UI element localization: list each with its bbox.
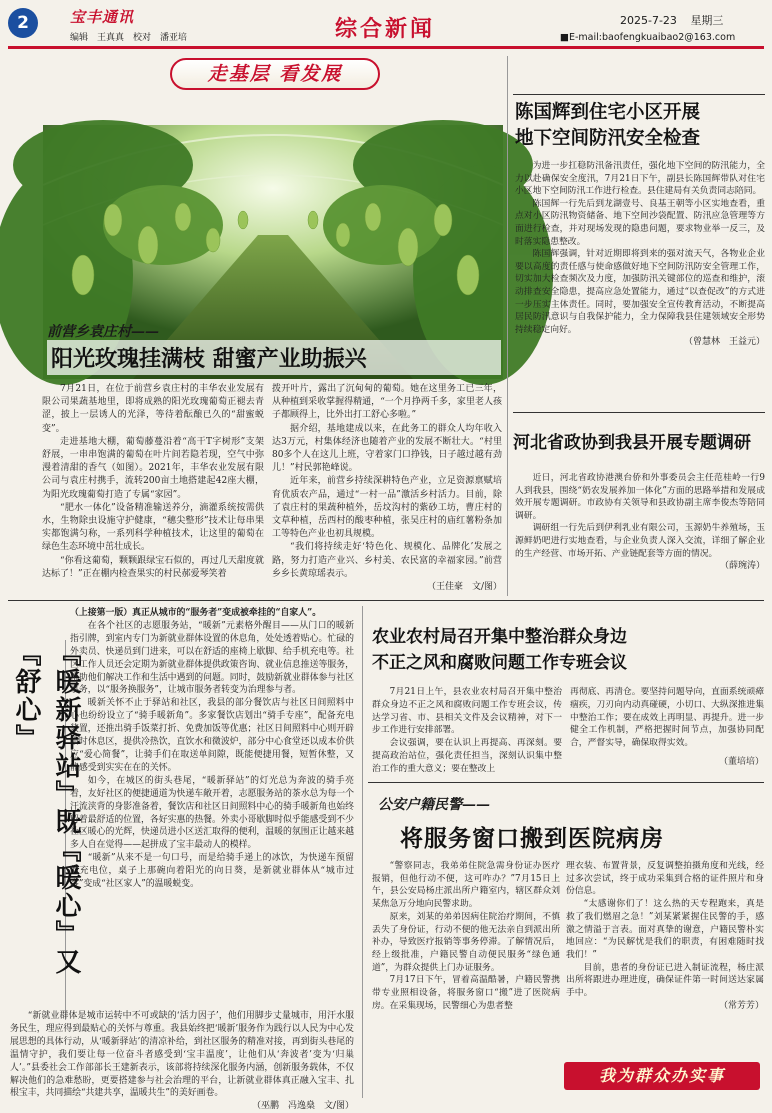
yizhan-credit: （巫鹏 冯逸燊 文/图） (251, 1101, 354, 1112)
gongan-paragraph: 目前，患者的身份证已进入制证流程，杨庄派出所将跟进办理进度，确保证件第一时间送达家属手中。 (566, 962, 764, 999)
feature-paragraph: “你看这葡萄，颗颗跟绿宝石似的，再过几天甜度就达标了！”正在棚内检查果实的村民郝爱琴笑着 (42, 555, 264, 579)
gongan-kicker: 公安户籍民警—— (378, 797, 490, 813)
yizhan-body (70, 607, 354, 891)
feature-paragraph: 7月21日，在位于前营乡袁庄村的丰华农业发展有限公司果蔬基地里，即将成熟的阳光玫瑰葡萄正褪去青涩，披上一层诱人的光泽，等待着酝酿已久的“甜蜜蜕变”。 (42, 384, 264, 434)
gongan-paragraph: 理衣装、布置背景，反复调整拍摄角度和光线，经过多次尝试，终于成功采集到合格的证件照片和身份信息。 (566, 861, 764, 897)
email: ■E-mail:baofengkuaibao2@163.com (560, 32, 736, 43)
yizhan-paragraph: 如今，在城区的街头巷尾，“暖新驿站”的灯光总为奔波的骑手亮着，友好社区的便捷通道为快递车敞开着，志愿服务站的茶水总为每一个汗流浃背的身影准备着，餐饮店和社区日间照料中心的骑手暖新角也始终留着最舒适的位置，各好实惠的热餐。外卖小哥歇脚时似乎能感受到不少社区暖心的光辉，快递员进小区送汇取得的便利，温暖的氛围正让越来越多人自在觉得——起拼成了宝丰最动人的模样。 (70, 775, 354, 851)
gongan-col1 (372, 860, 560, 1012)
paper-name: 宝丰通讯 (70, 8, 135, 26)
feature-banner-text: 走基层 看发展 (207, 63, 343, 85)
chen-headline-1: 陈国辉到住宅小区开展 (515, 102, 701, 123)
gongan-paragraph: 原来，刘某的弟弟因病住院治疗期间，不慎丢失了身份证，行动不便的他无法亲自到派出所补办，导致医疗报销等事务停滞。了解情况后，经上级批准，户籍民警自动便民服务“绿色通道”，为群众提供上门办证服务。 (372, 911, 560, 973)
feature-kicker: 前营乡袁庄村—— (47, 324, 159, 340)
yizhan-paragraph: 暖新关怀不止于驿站和社区，我县的部分餐饮店与社区日间照料中心也纷纷设立了“骑手暖新角”。多家餐饮店划出“骑手专座”，配备充电装置，还推出骑手饭菜打折、免费加饭等优惠；社区日间照料中心则开辟临时休息区，提供冷热饮，直饮水和微波炉，部分中心食堂还以成本价供应“爱心简餐”，让骑手们在取送单间隙，既能便捷用餐，短暂休整，又能感受到实实在在的关怀。 (70, 698, 354, 773)
feature-paragraph: 近年来，前营乡持续深耕特色产业，立足资源禀赋培育优质农产品，通过“一村一品”激活乡村活力。目前，除了袁庄村的果蔬种植外，岳坟沟村的紫砂工坊，曹庄村的文草种植，岳西村的酸枣种植，张吴庄村的庙红薯粉条加工等特色产业也初具规模。 (272, 476, 502, 540)
column-divider (362, 606, 363, 1098)
masthead-rule (8, 46, 764, 49)
feature-paragraph: 走进基地大棚，葡萄藤蔓沿着“高干T字树形”支架舒展，一串串饱满的葡萄在叶片间若隐若现，空气中弥漫着清甜的香气（如图）。2021年，丰华农业发展有限公司与袁庄村携手，流转200亩土地搭建起42座大棚，为阳光玫瑰葡萄打造了专属“家园”。 (42, 436, 264, 500)
feature-credit: （王佳豪 文/图） (426, 582, 502, 593)
yizhan-paragraph: “暖新”从来不是一句口号，而是给骑手递上的冰饮，为快递车预留的充电位，桌子上那碗向着阳光的向日葵，是新就业群体从“城市过客”变成“社区家人”的温暖蜕变。 (70, 853, 354, 890)
hebei-paragraph: 调研组一行先后到伊利乳业有限公司，玉源奶牛养殖场，玉源鲜奶吧进行实地查看，与企业负责人深入交流，详细了解企业的生产经营、市场开拓、产业链配套等方面的情况。 (515, 523, 765, 559)
gongan-col2 (566, 860, 764, 1012)
service-banner (564, 1062, 760, 1090)
nongye-paragraph: 7月21日上午，县农业农村局召开集中整治群众身边不正之风和腐败问题工作专班会议，传达学习省、市、县相关文件及会议精神，对下一步工作进行安排部署。 (372, 687, 562, 736)
page-number-badge (8, 8, 38, 38)
chen-credit: （曾慧林 王益元） (683, 337, 765, 348)
gongan-paragraph: “太感谢你们了！这么热的天专程跑来，真是救了我们燃眉之急！”刘某紧紧握住民警的手，感激之情溢于言表。面对真挚的谢意，户籍民警朴实地回应：“为民解忧是我们的职责，有困难随时找我们！” (566, 899, 764, 960)
column-divider (507, 56, 508, 596)
section-separator (8, 600, 764, 601)
nongye-col1 (372, 686, 562, 776)
yizhan-paragraph: “新就业群体是城市运转中不可或缺的‘活力因子’，他们用脚步丈量城市，用汗水服务民生，理应得到最贴心的关怀与尊重。我县始终把‘暖新’服务作为践行以人民为中心发展思想的具体行动，从‘暖新驿站’的清凉补给，到社区服务的精准对接，再到街头巷尾的温情守护，我们要让每一位奋斗者感受到‘宝丰温度’，让他们从‘奔波者’变为‘归巢人’。”县委社会工作部部长王建新表示，该部将持续深化服务内涵，创新服务载体，不仅解决他们的急难愁盼，更要搭建参与社会治理的平台，让新就业群体真正融入宝丰、扎根宝丰，共同描绘“共建共享，温暖共生”的美好画卷。 (10, 1011, 354, 1099)
hebei-body (515, 472, 765, 573)
nongye-col2 (570, 686, 764, 769)
yizhan-continued: （上接第一版）真正从城市的“服务者”变成被牵挂的“自家人”。 (70, 608, 322, 618)
chen-top-rule (513, 94, 765, 95)
hebei-credit: （薛琬涛） (719, 561, 765, 572)
feature-col1 (42, 383, 264, 581)
chen-headline-2: 地下空间防汛安全检查 (515, 128, 701, 149)
service-banner-text: 我为群众办实事 (598, 1066, 725, 1085)
feature-col2 (272, 383, 502, 594)
section-title: 综合新闻 (335, 17, 436, 42)
section-separator (368, 782, 764, 783)
feature-paragraph: 拨开叶片，露出了沉甸甸的葡萄。她在这里务工已三年，从种植到采收掌握得精通，“一个月挣两千多，家里老人孩子都顾得上，比外出打工舒心多啦。” (272, 384, 502, 421)
hebei-top-rule (513, 412, 765, 413)
weekday: 星期三 (690, 14, 724, 27)
nongye-paragraph: 再彻底、再清仓。要坚持问题导向，直面系统顽瘴痼疾，刀刃向内动真碰硬，小切口、大纵深推进集中整治工作；要在成效上再明显、再提升。进一步健全工作机制，严格把握时间节点，加强协同配合，严督实导，确保取得实效。 (570, 687, 764, 749)
chen-paragraph: 为进一步扛稳防汛备汛责任，强化地下空间的防汛能力，全力以赴确保安全度汛，7月21日下午，副县长陈国辉带队对住宅小区地下空间防汛工作进行检查。县住建局有关负责同志陪同。 (515, 161, 765, 197)
chen-paragraph: 陈国辉强调，针对近期即将到来的强对流天气，各物业企业要以高度的责任感与使命感做好地下空间防汛防安全管理工作，切实加大检查频次及力度，加强防汛关键部位的巡查和维护，滚动排查安全隐患，提高应急处置能力，通过“以查促改”的方式进一步压实主体责任。同时，要加强安全宣传教育活动，不断提高居民防汛意识与自我保护能力，全力保障我县住建领域安全形势持续稳定向好。 (515, 249, 765, 335)
feature-banner (170, 58, 380, 90)
feature-paragraph: “肥水一体化”设备精准输送养分，滴灌系统按需供水，生物除虫设施守护健康，“穗尖整形”技术让每串果实都饱满匀称，一系列科学种植技术，让这里的葡萄在绿色生态环境中茁壮成长。 (42, 502, 264, 553)
page-number: 2 (17, 13, 29, 33)
gongan-paragraph: 7月17日下午，冒着高温酷暑，户籍民警携带专业照相设备，将服务窗口“搬”进了医院病房。在采集现场，民警细心为患者整 (372, 975, 560, 1011)
chen-body (515, 160, 765, 349)
hebei-headline: 河北省政协到我县开展专题调研 (513, 433, 751, 453)
yizhan-vertical-title (6, 640, 81, 1020)
editor-line: 编辑 王真真 校对 潘亚培 (70, 33, 188, 43)
yizhan-paragraph: 在各个社区的志愿服务站，“暖新”元素格外醒目——从门口的暖新指引牌，到室内专门为新就业群体设置的休息角，处处透着贴心。忙碌的外卖员、快递员到门进来，可以在舒适的座椅上歇脚、给手机充电等。社区工作人员还会定期为新就业群体提供政策咨询、就业信息推送等服务，帮助他们解决工作和生活中遇到的问题。同时，鼓励新就业群体参与社区事务，以“服务换服务”，让城市服务者转变为治理参与者。 (70, 620, 354, 696)
nongye-headline-1: 农业农村局召开集中整治群众身边 (372, 627, 627, 647)
gongan-paragraph: “警察同志，我弟弟住院急需身份证办医疗报销，但他行动不便，这可咋办？”7月15日上午，县公安局杨庄派出所户籍室内，辖区群众刘某焦急万分地向民警求助。 (372, 861, 560, 910)
date: 2025-7-23 (620, 14, 677, 27)
gongan-credit: （常芳芳） (718, 1000, 764, 1011)
feature-paragraph: “我们将持续走好‘特色化、规模化、品牌化’发展之路，努力打造产业兴、乡村美、农民富的幸福家园。”前营乡乡长黄琼瑶表示。 (272, 542, 502, 579)
yizhan-title-text: 『暖新驿站』既『暖心』又『舒心』 (11, 640, 81, 976)
hebei-paragraph: 近日，河北省政协港澳台侨和外事委员会主任范桂岭一行9人到我县，围绕“奶农发展养加一体化”方面的思路举措和发展成效开展专题调研。市政协有关领导和县政协副主席李俊杰等陪同调研。 (515, 473, 765, 521)
nongye-headline-2: 不正之风和腐败问题工作专班会议 (372, 653, 627, 673)
yizhan-tail (10, 1010, 354, 1113)
nongye-paragraph: 会议强调，要在认识上再提高、再深刻。要提高政治站位，强化责任担当，深刻认识集中整治工作的重大意义；要在整改上 (372, 738, 562, 774)
chen-paragraph: 陈国辉一行先后到龙湖壹号、良基王朝等小区实地查看，重点对小区防汛物资储备、地下空间沙袋配置、防汛应急管理等方面进行检查，并对现场发现的隐患问题，要求物业举一反三，及时落实隐患整改。 (515, 198, 765, 247)
issue-date (620, 12, 723, 28)
feature-headline: 阳光玫瑰挂满枝 甜蜜产业助振兴 (47, 340, 501, 375)
nongye-credit: （董培培） (718, 756, 764, 767)
gongan-headline: 将服务窗口搬到医院病房 (400, 826, 664, 852)
feature-paragraph: 据介绍，基地建成以来，在此务工的群众人均年收入达3万元，村集体经济也随着产业的发展不断壮大。“村里80多个人在这儿上班，守着家门口挣钱，日子越过越有劲儿！”村民郭艳峰说。 (272, 423, 502, 474)
